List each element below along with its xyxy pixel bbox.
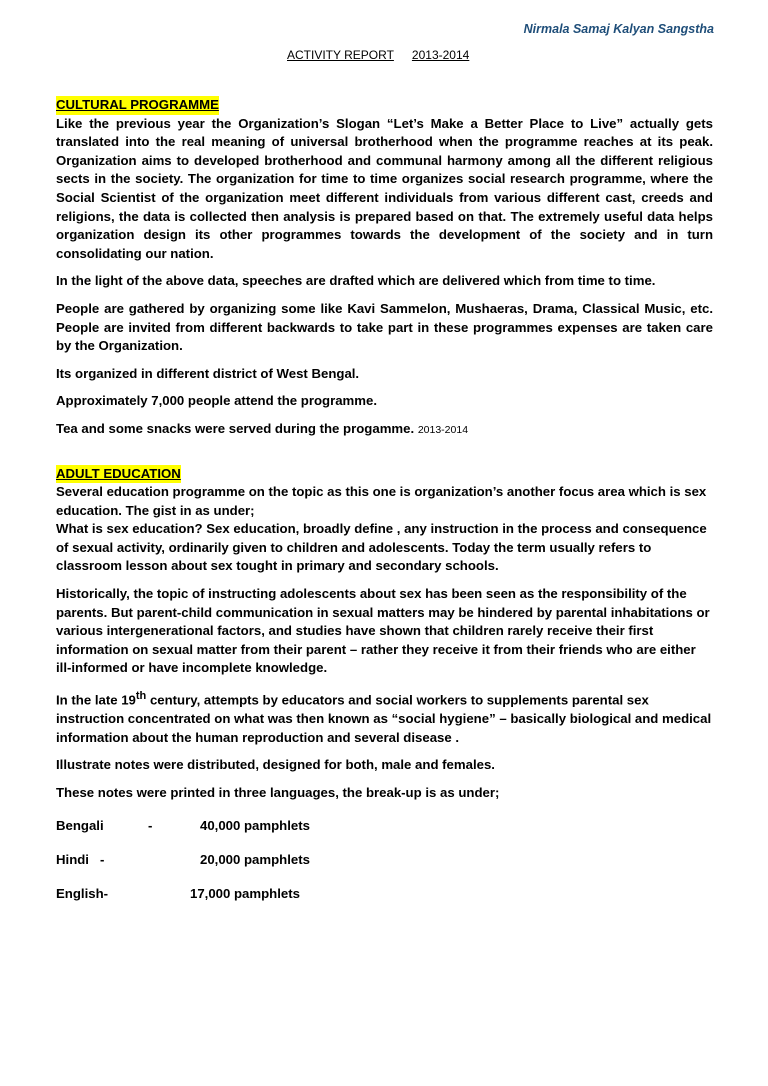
cultural-paragraph-2: In the light of the above data, speeches are drafted which are delivered which from time to time. (56, 273, 656, 289)
cultural-paragraph-4: Its organized in different district of West Bengal. (56, 365, 360, 381)
adult-education-section (56, 465, 713, 904)
adult-paragraph-3-start: In the late 19 (56, 692, 136, 708)
breakup-language: Hindi (56, 851, 89, 867)
adult-paragraph-1b: What is sex education? Sex education, broadly define , any instruction in the process and consequence of sexual activity, ordinarily given to children and adolescents. Today the term usually refers to classroom lesson about sex tought in primary and secondary schools. (56, 521, 707, 574)
breakup-separator: - (100, 851, 105, 867)
ordinal-suffix: th (135, 690, 147, 703)
cultural-paragraph-6-year: 2013-2014 (417, 423, 469, 436)
breakup-language: Bengali (56, 818, 104, 834)
adult-paragraph-5: These notes were printed in three languages, the break-up is as under; (56, 784, 500, 800)
breakup-row-bengali (56, 817, 713, 836)
report-label: ACTIVITY REPORT (287, 48, 394, 62)
report-years: 2013-2014 (411, 48, 470, 62)
breakup-row-english (56, 885, 713, 904)
breakup-row-hindi (56, 851, 713, 870)
breakup-count: 40,000 pamphlets (200, 818, 310, 834)
adult-education-heading: ADULT EDUCATION (56, 465, 181, 484)
adult-paragraph-1a: Several education programme on the topic as this one is organization’s another focus area which is sex education. The gist in as under; (56, 484, 707, 518)
report-body (56, 96, 713, 918)
report-title (287, 48, 469, 62)
cultural-paragraph-1: Like the previous year the Organization’s Slogan “Let’s Make a Better Place to Live” actually gets translated into the real meaning of universal brotherhood when the programme reaches at its peak. Organization aims to developed brotherhood and communal harmony among all the different religious sects in the society. The organization for time to time organizes social research programme, where the Social Scientist of the organization meet different individuals from various different cast, creeds and religions, the data is collected then analysis is prepared based on that. The extremely useful data helps organization design its other programmes towards the development of the society and in turn consolidating our nation. (56, 115, 713, 261)
adult-paragraph-3 (56, 687, 713, 747)
breakup-language: English- (56, 885, 109, 901)
adult-paragraph-3-rest: century, attempts by educators and social workers to supplements parental sex instruction concentrated on what was then known as “social hygiene” – basically biological and medical information about the human reproduction and several disease . (56, 692, 712, 745)
breakup-count: 20,000 pamphlets (200, 851, 310, 867)
cultural-paragraph-5: Approximately 7,000 people attend the programme. (56, 393, 377, 409)
cultural-section (56, 96, 713, 440)
adult-paragraph-2: Historically, the topic of instructing adolescents about sex has been seen as the responsibility of the parents. But parent-child communication in sexual matters may be hindered by parental inhabitations or various intergenerational factors, and studies have shown that children rarely receive their first information on sexual matter from their parent – rather they receive it from their friends who are either ill-informed or have incomplete knowledge. (56, 586, 710, 676)
cultural-paragraph-3: People are gathered by organizing some like Kavi Sammelon, Mushaeras, Drama, Classical Music, etc. People are invited from different backwards to take part in these programmes expenses are taken care by the Organization. (56, 300, 713, 354)
organization-name: Nirmala Samaj Kalyan Sangstha (523, 22, 714, 36)
adult-paragraph-4: Illustrate notes were distributed, designed for both, male and females. (56, 757, 495, 773)
breakup-count: 17,000 pamphlets (190, 885, 300, 901)
cultural-paragraph-6 (56, 420, 713, 440)
breakup-separator: - (148, 818, 153, 834)
cultural-heading: CULTURAL PROGRAMME (56, 96, 219, 115)
cultural-paragraph-6-text: Tea and some snacks were served during the progamme. (56, 420, 415, 436)
